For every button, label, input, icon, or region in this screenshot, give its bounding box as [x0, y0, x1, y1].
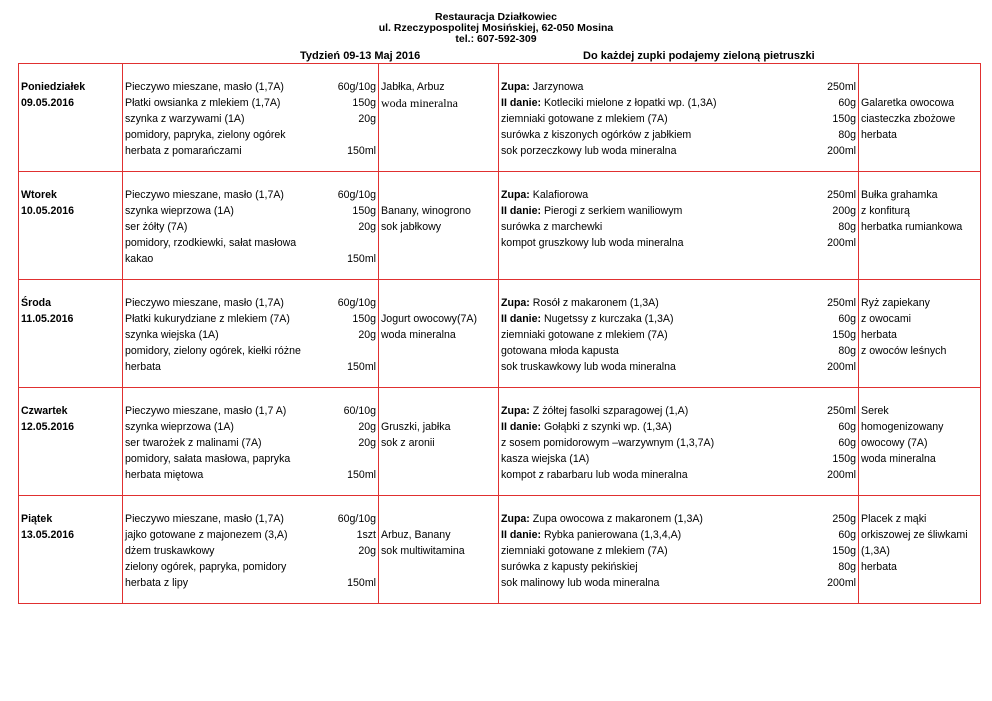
breakfast-item: szynka wieprzowa (1A)	[125, 421, 234, 433]
lunch-cell	[499, 496, 859, 604]
breakfast-cell	[123, 388, 379, 496]
snack-item: woda mineralna	[381, 96, 458, 110]
breakfast-line	[123, 95, 378, 111]
dessert-item: herbata	[861, 129, 897, 141]
snack-item: sok multiwitamina	[381, 545, 465, 557]
breakfast-cell	[123, 496, 379, 604]
dessert-item: Bułka grahamka	[861, 189, 938, 201]
lunch-item: Gołąbki z szynki wp. (1,3A)	[541, 421, 672, 433]
course-label: II danie:	[501, 529, 542, 541]
dessert-item: herbata	[861, 561, 897, 573]
day-cell	[19, 388, 123, 496]
breakfast-amount: 60g/10g	[337, 513, 376, 525]
lunch-dish	[501, 143, 676, 159]
breakfast-amount	[370, 343, 376, 359]
lunch-dish	[501, 527, 681, 543]
lunch-item: ziemniaki gotowane z mlekiem (7A)	[501, 545, 668, 557]
breakfast-line	[123, 311, 378, 327]
breakfast-line	[123, 435, 378, 451]
lunch-amount: 60g	[838, 529, 856, 541]
course-label: Zupa:	[501, 189, 530, 201]
lunch-line	[499, 467, 858, 483]
lunch-item: sok porzeczkowy lub woda mineralna	[501, 145, 677, 157]
breakfast-item: szynka z warzywami (1A)	[125, 113, 245, 125]
snack-item	[379, 511, 498, 527]
course-label: II danie:	[501, 205, 542, 217]
breakfast-amount: 20g	[358, 421, 376, 433]
snack-cell	[379, 496, 499, 604]
lunch-dish	[501, 419, 672, 435]
day-row	[19, 172, 981, 280]
lunch-cell	[499, 64, 859, 172]
dessert-item: orkiszowej ze śliwkami	[861, 529, 968, 541]
breakfast-amount: 20g	[358, 437, 376, 449]
breakfast-amount: 150ml	[347, 577, 376, 589]
lunch-line	[499, 187, 858, 203]
dessert-item: owocowy (7A)	[861, 437, 928, 449]
lunch-amount: 150g	[832, 329, 856, 341]
dessert-item: z owoców leśnych	[861, 345, 947, 357]
lunch-line	[499, 295, 858, 311]
dessert-item: (1,3A)	[861, 545, 890, 557]
day-row	[19, 496, 981, 604]
breakfast-amount	[370, 451, 376, 467]
lunch-item: sok malinowy lub woda mineralna	[501, 577, 660, 589]
breakfast-amount	[370, 127, 376, 143]
lunch-item: surówka z kapusty pekińskiej	[501, 561, 638, 573]
lunch-dish	[501, 95, 717, 111]
breakfast-cell	[123, 280, 379, 388]
breakfast-line	[123, 559, 378, 575]
breakfast-item: pomidory, zielony ogórek, kiełki różne	[125, 345, 301, 357]
lunch-dish	[501, 235, 684, 251]
breakfast-line	[123, 143, 378, 159]
lunch-amount: 250ml	[827, 81, 856, 93]
lunch-amount: 80g	[838, 561, 856, 573]
snack-item: Jogurt owocowy(7A)	[381, 313, 477, 325]
lunch-item: Z żółtej fasolki szparagowej (1,A)	[529, 405, 689, 417]
dessert-item: woda mineralna	[861, 453, 936, 465]
lunch-dish	[501, 403, 688, 419]
lunch-item: ziemniaki gotowane z mlekiem (7A)	[501, 329, 668, 341]
breakfast-item: szynka wiejska (1A)	[125, 329, 219, 341]
day-row	[19, 388, 981, 496]
day-date: 13.05.2016	[21, 529, 75, 541]
breakfast-cell	[123, 64, 379, 172]
lunch-dish	[501, 467, 688, 483]
lunch-line	[499, 111, 858, 127]
lunch-line	[499, 327, 858, 343]
dessert-cell	[859, 280, 981, 388]
breakfast-line	[123, 575, 378, 591]
breakfast-amount: 150ml	[347, 145, 376, 157]
dessert-item: Galaretka owocowa	[861, 97, 955, 109]
dessert-cell	[859, 496, 981, 604]
lunch-dish	[501, 575, 659, 591]
lunch-amount: 150g	[832, 545, 856, 557]
lunch-amount: 150g	[832, 113, 856, 125]
lunch-amount: 250g	[832, 513, 856, 525]
lunch-dish	[501, 435, 714, 451]
lunch-dish	[501, 79, 583, 95]
breakfast-item: pomidory, rzodkiewki, sałat masłowa	[125, 237, 297, 249]
lunch-item: kasza wiejska (1A)	[501, 453, 590, 465]
restaurant-phone: tel.: 607-592-309	[455, 33, 537, 45]
lunch-dish	[501, 327, 668, 343]
lunch-dish	[501, 559, 638, 575]
breakfast-amount: 150g	[352, 313, 376, 325]
dessert-item: Placek z mąki	[861, 513, 927, 525]
lunch-line	[499, 543, 858, 559]
course-label: II danie:	[501, 97, 542, 109]
lunch-line	[499, 79, 858, 95]
lunch-line	[499, 559, 858, 575]
lunch-cell	[499, 172, 859, 280]
breakfast-item: Pieczywo mieszane, masło (1,7A)	[125, 513, 284, 525]
breakfast-amount: 60/10g	[343, 405, 376, 417]
lunch-item: z sosem pomidorowym –warzywnym (1,3,7A)	[501, 437, 715, 449]
lunch-cell	[499, 280, 859, 388]
course-label: Zupa:	[501, 81, 530, 93]
snack-item: Gruszki, jabłka	[381, 421, 451, 433]
breakfast-item: Płatki kukurydziane z mlekiem (7A)	[125, 313, 290, 325]
snack-cell	[379, 64, 499, 172]
lunch-item: kompot gruszkowy lub woda mineralna	[501, 237, 684, 249]
restaurant-name: Restauracja Działkowiec	[435, 11, 557, 23]
day-date: 11.05.2016	[21, 313, 74, 325]
snack-item: Jabłka, Arbuz	[381, 81, 445, 93]
breakfast-item: szynka wieprzowa (1A)	[125, 205, 234, 217]
breakfast-line	[123, 511, 378, 527]
breakfast-line	[123, 203, 378, 219]
snack-item: sok jabłkowy	[381, 221, 442, 233]
breakfast-amount: 150ml	[347, 361, 376, 373]
lunch-dish	[501, 311, 674, 327]
breakfast-amount: 150g	[352, 205, 376, 217]
lunch-item: Rosół z makaronem (1,3A)	[529, 297, 659, 309]
breakfast-item: zielony ogórek, papryka, pomidory	[125, 561, 287, 573]
lunch-item: Pierogi z serkiem waniliowym	[541, 205, 683, 217]
day-row	[19, 280, 981, 388]
breakfast-amount: 60g/10g	[337, 297, 376, 309]
lunch-line	[499, 575, 858, 591]
breakfast-line	[123, 251, 378, 267]
lunch-item: Kalafiorowa	[529, 189, 589, 201]
dessert-item: Ryż zapiekany	[861, 297, 930, 309]
lunch-line	[499, 95, 858, 111]
snack-item	[379, 187, 498, 203]
day-name: Poniedziałek	[21, 81, 86, 93]
breakfast-line	[123, 403, 378, 419]
lunch-item: kompot z rabarbaru lub woda mineralna	[501, 469, 688, 481]
lunch-line	[499, 359, 858, 375]
lunch-amount: 250ml	[827, 405, 856, 417]
snack-item	[379, 295, 498, 311]
lunch-dish	[501, 111, 668, 127]
breakfast-amount: 60g/10g	[337, 189, 376, 201]
lunch-cell	[499, 388, 859, 496]
dessert-item: herbata	[861, 329, 897, 341]
breakfast-item: ser żółty (7A)	[125, 221, 188, 233]
lunch-amount: 200ml	[827, 469, 856, 481]
breakfast-item: Pieczywo mieszane, masło (1,7A)	[125, 189, 284, 201]
dessert-item: Serek	[861, 405, 889, 417]
day-date: 10.05.2016	[21, 205, 75, 217]
breakfast-line	[123, 467, 378, 483]
lunch-line	[499, 435, 858, 451]
breakfast-line	[123, 343, 378, 359]
lunch-line	[499, 143, 858, 159]
lunch-item: gotowana młoda kapusta	[501, 345, 619, 357]
lunch-line	[499, 203, 858, 219]
breakfast-amount: 1szt	[356, 529, 376, 541]
breakfast-line	[123, 79, 378, 95]
breakfast-item: ser twarożek z malinami (7A)	[125, 437, 262, 449]
dessert-item: z konfiturą	[861, 205, 910, 217]
breakfast-line	[123, 111, 378, 127]
snack-item: sok z aronii	[381, 437, 435, 449]
restaurant-address: ul. Rzeczypospolitej Mosińskiej, 62-050 Mosina	[378, 22, 614, 34]
day-cell	[19, 496, 123, 604]
breakfast-item: Pieczywo mieszane, masło (1,7A)	[125, 81, 284, 93]
lunch-amount: 60g	[838, 97, 856, 109]
course-label: Zupa:	[501, 513, 530, 525]
breakfast-line	[123, 359, 378, 375]
dessert-item: ciasteczka zbożowe	[861, 113, 956, 125]
lunch-item: Rybka panierowana (1,3,4,A)	[541, 529, 682, 541]
lunch-line	[499, 235, 858, 251]
lunch-amount: 200g	[832, 205, 856, 217]
breakfast-line	[123, 187, 378, 203]
menu-body	[19, 64, 981, 604]
lunch-dish	[501, 343, 619, 359]
lunch-amount: 200ml	[827, 577, 856, 589]
lunch-dish	[501, 451, 589, 467]
day-cell	[19, 280, 123, 388]
breakfast-item: jajko gotowane z majonezem (3,A)	[125, 529, 288, 541]
lunch-line	[499, 511, 858, 527]
breakfast-line	[123, 527, 378, 543]
lunch-amount: 200ml	[827, 237, 856, 249]
lunch-item: surówka z marchewki	[501, 221, 603, 233]
lunch-line	[499, 527, 858, 543]
lunch-amount: 60g	[838, 421, 856, 433]
breakfast-line	[123, 451, 378, 467]
lunch-amount: 60g	[838, 313, 856, 325]
snack-item	[379, 403, 498, 419]
breakfast-line	[123, 543, 378, 559]
lunch-item: ziemniaki gotowane z mlekiem (7A)	[501, 113, 668, 125]
lunch-amount: 80g	[838, 129, 856, 141]
breakfast-item: herbata	[125, 361, 161, 373]
snack-cell	[379, 388, 499, 496]
breakfast-amount: 20g	[358, 221, 376, 233]
breakfast-item: herbata miętowa	[125, 469, 204, 481]
lunch-dish	[501, 295, 659, 311]
lunch-dish	[501, 187, 588, 203]
day-name: Piątek	[21, 513, 53, 525]
course-label: II danie:	[501, 421, 542, 433]
lunch-amount: 250ml	[827, 189, 856, 201]
breakfast-item: kakao	[125, 253, 154, 265]
breakfast-amount: 150ml	[347, 253, 376, 265]
snack-item: Arbuz, Banany	[381, 529, 451, 541]
lunch-dish	[501, 127, 691, 143]
day-row	[19, 64, 981, 172]
dessert-item	[859, 79, 980, 95]
lunch-item: Zupa owocowa z makaronem (1,3A)	[529, 513, 703, 525]
course-label: Zupa:	[501, 405, 530, 417]
day-date: 12.05.2016	[21, 421, 75, 433]
breakfast-amount	[370, 235, 376, 251]
lunch-line	[499, 451, 858, 467]
dessert-item: herbatka rumiankowa	[861, 221, 963, 233]
dessert-item: z owocami	[861, 313, 912, 325]
breakfast-item: Pieczywo mieszane, masło (1,7A)	[125, 297, 284, 309]
breakfast-line	[123, 327, 378, 343]
dessert-item: homogenizowany	[861, 421, 944, 433]
breakfast-amount: 20g	[358, 113, 376, 125]
breakfast-item: herbata z pomarańczami	[125, 145, 242, 157]
day-name: Czwartek	[21, 405, 68, 417]
snack-cell	[379, 280, 499, 388]
day-name: Środa	[21, 297, 52, 309]
breakfast-line	[123, 127, 378, 143]
lunch-line	[499, 403, 858, 419]
breakfast-amount: 20g	[358, 545, 376, 557]
breakfast-item: dżem truskawkowy	[125, 545, 215, 557]
course-label: II danie:	[501, 313, 542, 325]
week-range: Tydzień 09-13 Maj 2016	[300, 50, 421, 62]
breakfast-item: Płatki owsianka z mlekiem (1,7A)	[125, 97, 281, 109]
lunch-item: Jarzynowa	[529, 81, 584, 93]
breakfast-amount: 150g	[352, 97, 376, 109]
lunch-line	[499, 127, 858, 143]
lunch-amount: 150g	[832, 453, 856, 465]
lunch-amount: 60g	[838, 437, 856, 449]
lunch-amount: 200ml	[827, 145, 856, 157]
breakfast-line	[123, 295, 378, 311]
lunch-dish	[501, 203, 682, 219]
breakfast-cell	[123, 172, 379, 280]
dessert-cell	[859, 172, 981, 280]
snack-item: woda mineralna	[381, 329, 456, 341]
breakfast-amount: 60g/10g	[337, 81, 376, 93]
lunch-item: Nugetssy z kurczaka (1,3A)	[541, 313, 674, 325]
lunch-amount: 250ml	[827, 297, 856, 309]
breakfast-line	[123, 419, 378, 435]
soup-note: Do każdej zupki podajemy zieloną pietruszki	[583, 50, 815, 62]
lunch-line	[499, 311, 858, 327]
lunch-dish	[501, 359, 676, 375]
breakfast-line	[123, 235, 378, 251]
day-cell	[19, 64, 123, 172]
weekly-menu-table	[18, 63, 981, 604]
snack-item: Banany, winogrono	[381, 205, 471, 217]
breakfast-item: Pieczywo mieszane, masło (1,7 A)	[125, 405, 287, 417]
day-cell	[19, 172, 123, 280]
lunch-dish	[501, 511, 703, 527]
lunch-amount: 80g	[838, 221, 856, 233]
lunch-dish	[501, 543, 668, 559]
dessert-cell	[859, 64, 981, 172]
lunch-line	[499, 419, 858, 435]
dessert-cell	[859, 388, 981, 496]
lunch-item: sok truskawkowy lub woda mineralna	[501, 361, 676, 373]
breakfast-amount	[370, 559, 376, 575]
snack-cell	[379, 172, 499, 280]
lunch-item: Kotleciki mielone z łopatki wp. (1,3A)	[541, 97, 717, 109]
breakfast-amount: 150ml	[347, 469, 376, 481]
breakfast-line	[123, 219, 378, 235]
lunch-line	[499, 219, 858, 235]
breakfast-item: pomidory, sałata masłowa, papryka	[125, 453, 291, 465]
lunch-amount: 200ml	[827, 361, 856, 373]
lunch-amount: 80g	[838, 345, 856, 357]
day-date: 09.05.2016	[21, 97, 75, 109]
day-name: Wtorek	[21, 189, 57, 201]
lunch-line	[499, 343, 858, 359]
lunch-item: surówka z kiszonych ogórków z jabłkiem	[501, 129, 692, 141]
course-label: Zupa:	[501, 297, 530, 309]
breakfast-item: pomidory, papryka, zielony ogórek	[125, 129, 286, 141]
breakfast-amount: 20g	[358, 329, 376, 341]
breakfast-item: herbata z lipy	[125, 577, 189, 589]
lunch-dish	[501, 219, 602, 235]
